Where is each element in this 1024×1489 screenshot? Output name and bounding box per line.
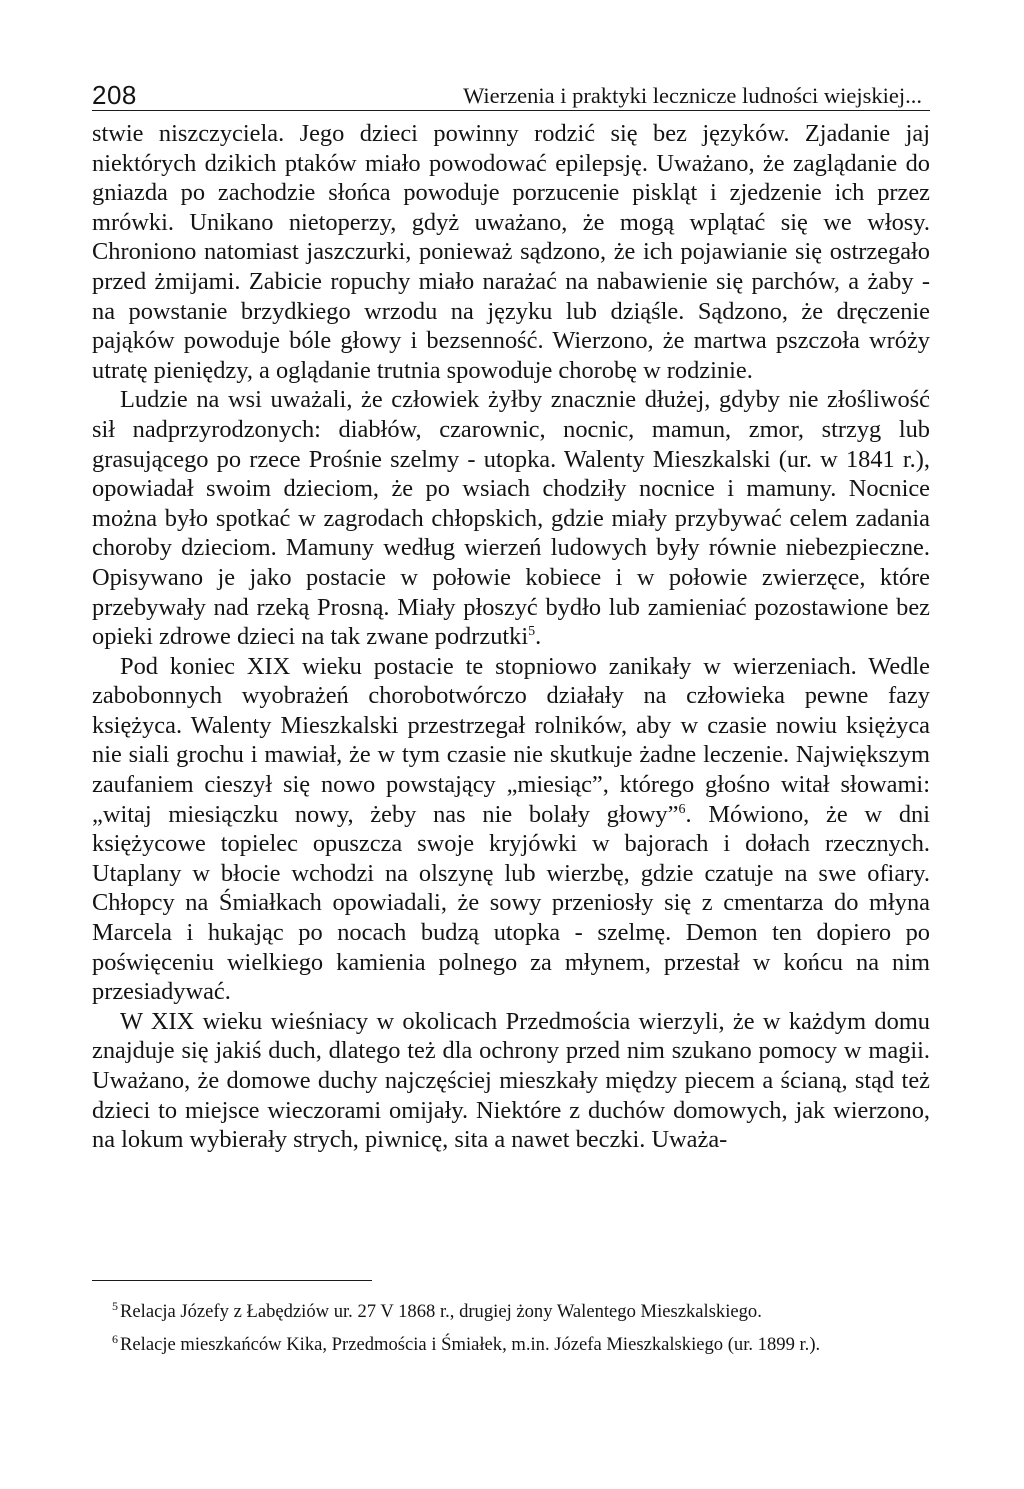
footnote-number: 6 bbox=[112, 1331, 118, 1346]
paragraph-4: W XIX wieku wieśniacy w okolicach Przedmościa wierzyli, że w każdym domu znajduje się jakiś duch, dlatego też dla ochrony przed nim szukano pomocy w magii. Uważano, że domowe duchy najczęściej mieszkały między piecem a ścianą, stąd też dzieci to miejsce wieczorami omijały. Niektóre z duchów domowych, jak wierzono, na lokum wybierały strych, piwnicę, sita a nawet beczki. Uważa- bbox=[92, 1007, 930, 1154]
footnote-number: 5 bbox=[112, 1298, 118, 1313]
main-text bbox=[92, 119, 930, 1155]
footnote-text: Relacja Józefy z Łabędziów ur. 27 V 1868 r., drugiej żony Walentego Mieszkalskiego. bbox=[120, 1301, 762, 1322]
footnote-5 bbox=[112, 1295, 942, 1328]
page-number: 208 bbox=[92, 80, 137, 110]
paragraph-2 bbox=[92, 385, 930, 651]
paragraph-1: stwie niszczyciela. Jego dzieci powinny rodzić się bez języków. Zjadanie jaj niektórych dzikich ptaków miało powodować epilepsję. Uważano, że zaglądanie do gniazda po zachodzie słońca powoduje porzucenie piskląt i zjedzenie ich przez mrówki. Unikano nietoperzy, gdyż uważano, że mogą wplątać się we włosy. Chroniono natomiast jaszczurki, ponieważ sądzono, że ich pojawianie się ostrzegało przed żmijami. Zabicie ropuchy miało narażać na nabawienie się parchów, a żaby - na powstanie brzydkiego wrzodu na języku lub dziąśle. Sądzono, że dręczenie pająków powoduje bóle głowy i bezsenność. Wierzono, że martwa pszczoła wróży utratę pieniędzy, a oglądanie trutnia spowoduje chorobę w rodzinie. bbox=[92, 120, 930, 384]
paragraph-3-text-a: Pod koniec XIX wieku postacie te stopniowo zanikały w wierzeniach. Wedle zabobonnych wyobrażeń chorobotwórczo działały na człowieka pewne fazy księżyca. Walenty Mieszkalski przestrzegał rolników, aby w czasie nowiu księżyca nie siali grochu i mawiał, że w tym czasie nie skutkuje żadne leczenie. Największym zaufaniem cieszył się nowo powstający „miesiąc”, którego głośno witał słowami: „witaj miesiączku nowy, żeby nas nie bolały głowy” bbox=[92, 652, 930, 828]
running-title: Wierzenia i praktyki lecznicze ludności wiejskiej... bbox=[463, 83, 922, 108]
footnote-ref-5: 5 bbox=[528, 623, 536, 639]
paragraph-2-end: . bbox=[535, 623, 542, 651]
footnote-divider bbox=[92, 1280, 372, 1281]
paragraph-2-text: Ludzie na wsi uważali, że człowiek żyłby znacznie dłużej, gdyby nie złośliwość sił nadprzyrodzonych: diabłów, czarownic, nocnic, mamun, zmor, strzyg lub grasującego po rzece Prośnie szelmy - utopka. Walenty Mieszkalski (ur. w 1841 r.), opowiadał swoim dzieciom, że po wsiach chodziły nocnice i mamuny. Nocnice można było spotkać w zagrodach chłopskich, gdzie miały przybywać celem zadania choroby dzieciom. Mamuny według wierzeń ludowych były równie niebezpieczne. Opisywano je jako postacie w połowie kobiece i w połowie zwierzęce, które przebywały nad rzeką Prosną. Miały płoszyć bydło lub zamieniać pozostawione bez opieki zdrowe dzieci na tak zwane podrzutki bbox=[92, 386, 930, 651]
running-header bbox=[92, 74, 930, 111]
footnote-text: Relacje mieszkańców Kika, Przedmościa i Śmiałek, m.in. Józefa Mieszkalskiego (ur. 1899 r.). bbox=[120, 1334, 821, 1355]
footnotes bbox=[112, 1295, 942, 1361]
paragraph-3 bbox=[92, 652, 930, 1007]
footnote-6 bbox=[112, 1328, 942, 1361]
footnote-ref-6: 6 bbox=[678, 801, 686, 817]
paragraph-3-text-b: . Mówiono, że w dni księżycowe topielec opuszcza swoje kryjówki w bajorach i dołach rzecznych. Utaplany w błocie wchodzi na olszynę lub wierzbę, gdzie czatuje na swe ofiary. Chłopcy na Śmiałkach opowiadali, że sowy przeniosły się z cmentarza do młyna Marcela i hukając po nocach budzą utopka - szelmę. Demon ten dopiero po poświęceniu wielkiego kamienia polnego za młynem, przestał w końcu na nim przesiadywać. bbox=[92, 800, 930, 1006]
